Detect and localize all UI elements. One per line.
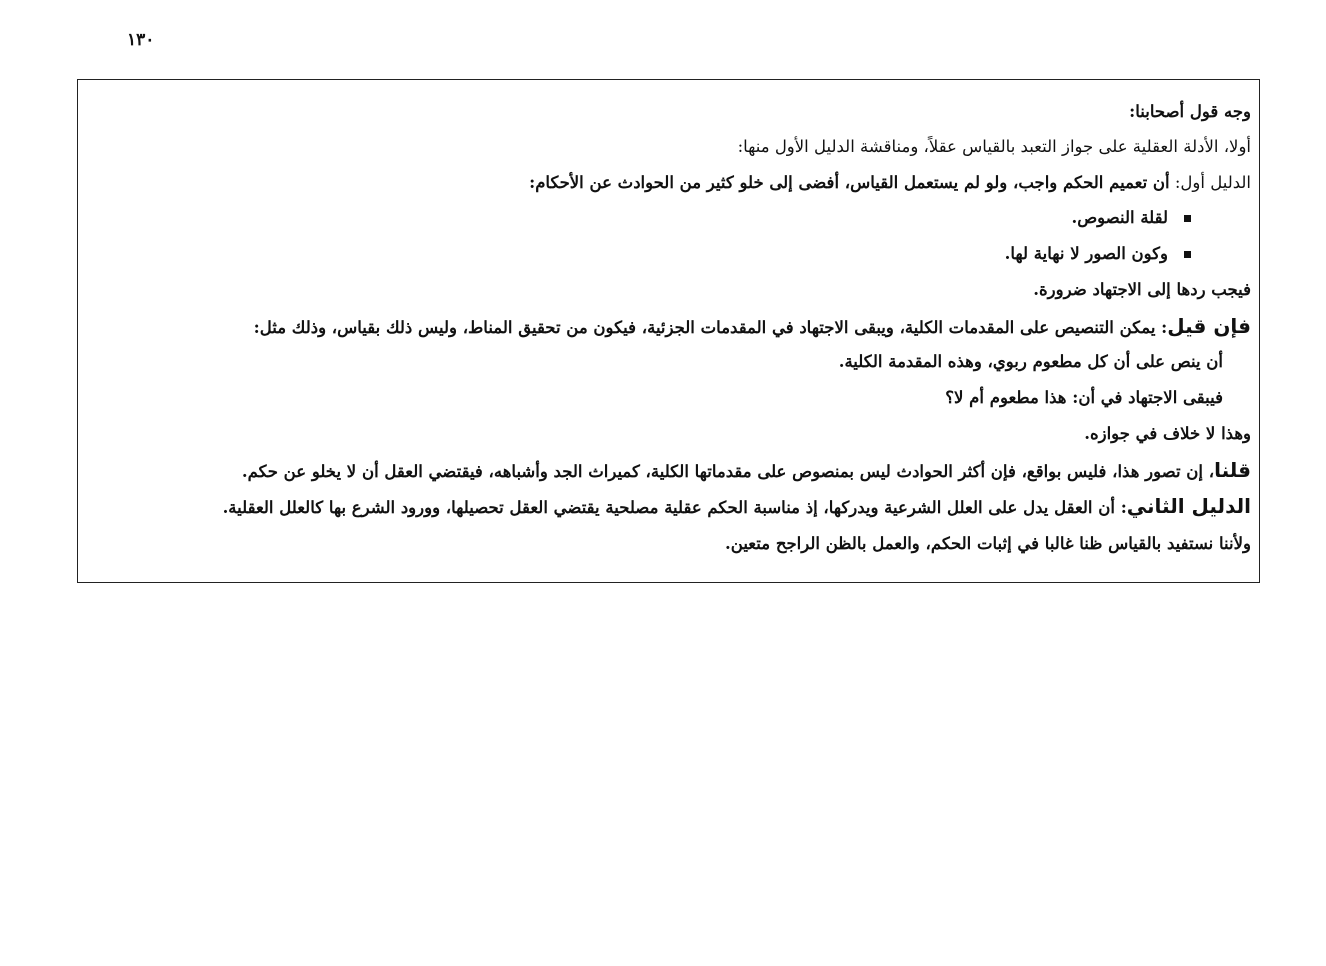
conclusion-line: فيجب ردها إلى الاجتهاد ضرورة.: [1033, 280, 1251, 299]
reply-paragraph: [242, 458, 1251, 484]
objection-text: : يمكن التنصيص على المقدمات الكلية، ويبقى الاجتهاد في المقدمات الجزئية، فيكون من تحقيق المناط، وليس ذلك بقياس، وذلك مثل:: [253, 318, 1168, 337]
second-proof-text: : أن العقل يدل على العلل الشرعية ويدركها، إذ مناسبة الحكم عقلية مصلحية يقتضي العقل تحصيلها، وورود الشرع بها كالعلل العقلية.: [222, 498, 1127, 517]
first-proof-text: أن تعميم الحكم واجب، ولو لم يستعمل القياس، أفضى إلى خلو كثير من الحوادث عن الأحكام:: [529, 173, 1170, 192]
bullet-item: [1071, 206, 1191, 230]
no-dispute-line: وهذا لا خلاف في جوازه.: [1084, 424, 1251, 443]
bullet-item: [1005, 242, 1191, 266]
second-proof-paragraph: [223, 494, 1251, 520]
first-proof-label: الدليل أول:: [1174, 173, 1251, 192]
bullet-marker: [1184, 251, 1191, 258]
example-line: فيبقى الاجتهاد في أن: هذا مطعوم أم لا؟: [945, 388, 1223, 407]
first-proof-paragraph: [529, 171, 1251, 195]
final-line: ولأننا نستفيد بالقياس ظنا غالبا في إثبات الحكم، والعمل بالظن الراجح متعين.: [725, 534, 1251, 553]
intro-line: أولا، الأدلة العقلية على جواز التعبد بالقياس عقلاً، ومناقشة الدليل الأول منها:: [737, 137, 1251, 156]
reply-text: ، إن تصور هذا، فليس بواقع، فإن أكثر الحوادث ليس بمنصوص على مقدماتها الكلية، كميراث الجد وأشباهه، فيقتضي العقل أن لا يخلو عن حكم.: [241, 462, 1215, 481]
page-number: ١٣٠: [127, 30, 155, 50]
objection-paragraph: [254, 314, 1251, 340]
bullet-marker: [1184, 215, 1191, 222]
objection-label: فإن قيل: [1167, 314, 1251, 338]
second-proof-label: الدليل الثاني: [1126, 494, 1251, 518]
section-heading: وجه قول أصحابنا:: [1129, 102, 1251, 121]
example-line: أن ينص على أن كل مطعوم ربوي، وهذه المقدمة الكلية.: [838, 352, 1223, 371]
text-box: [77, 79, 1260, 583]
bullet-text: وكون الصور لا نهاية لها.: [1004, 244, 1168, 263]
reply-label: قلنا: [1214, 458, 1251, 482]
bullet-text: لقلة النصوص.: [1071, 208, 1168, 227]
